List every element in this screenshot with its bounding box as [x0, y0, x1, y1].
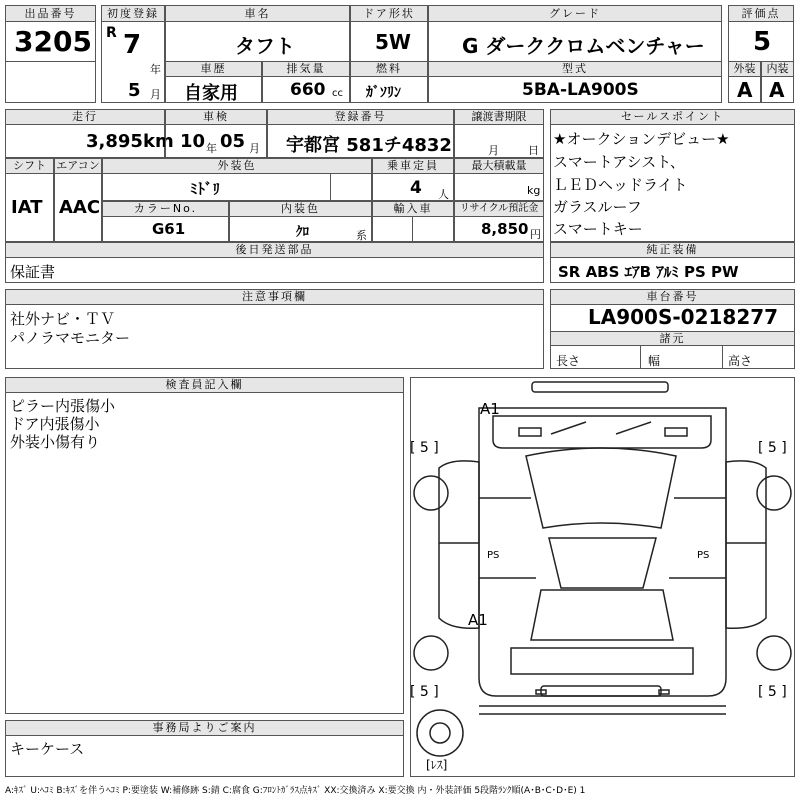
inspection-month-unit: 月: [249, 142, 260, 155]
car-outline: [411, 378, 794, 776]
selling-point-item: ＬＥＤヘッドライト: [553, 176, 688, 194]
dims-box: [550, 345, 795, 369]
color-no-value: G61: [152, 220, 186, 238]
notes-label: 注意事項欄: [5, 289, 544, 305]
later-parts-value: 保証書: [10, 263, 56, 281]
plate-value: 宇都宮 581チ4832: [286, 135, 452, 156]
notes-line: 社外ナビ・ＴＶ: [10, 310, 116, 328]
selling-point-item: スマートキー: [553, 220, 643, 238]
interior-color-value: ｸﾛ: [296, 225, 309, 240]
door-label: ドア形状: [350, 5, 428, 22]
interior-color-label: 内装色: [229, 201, 372, 217]
inspector-label: 検査員記入欄: [5, 377, 404, 393]
displacement-unit: cc: [332, 88, 343, 99]
selling-point-item: スマートアシスト、: [553, 153, 685, 171]
dims-divider: [722, 345, 723, 369]
equipment-label: 純正装備: [550, 242, 795, 258]
transfer-label: 譲渡書期限: [454, 109, 544, 125]
score-label: 評価点: [728, 5, 794, 22]
legend: A:ｷｽﾞ U:ﾍｺﾐ B:ｷｽﾞを伴うﾍｺﾐ P:要塗装 W:補修跡 S:錆 C:腐食 G:ﾌﾛﾝﾄｶﾞﾗｽ点ｷｽﾞ XX:交換済み X:要交換 内・外装評価 5段階ﾗﾝｸ順(A･B･C･D･E) 1: [5, 786, 586, 796]
interior-value: A: [769, 78, 785, 102]
damage-code-top: A1: [480, 400, 500, 418]
car-name: タフト: [235, 34, 295, 58]
equipment-value: SR ABS ｴｱB ｱﾙﾐ PS PW: [558, 263, 739, 281]
month-unit: 月: [150, 88, 161, 101]
inspector-line: 外装小傷有り: [10, 433, 101, 451]
color-no-label: カラーNo.: [102, 201, 229, 217]
door-value: 5W: [375, 30, 411, 54]
lot-lower-box: [5, 61, 96, 103]
month-value: 5: [128, 80, 141, 101]
history-label: 車歴: [165, 61, 262, 77]
shift-value: IAT: [11, 197, 43, 218]
transfer-month-unit: 月: [488, 144, 499, 157]
ac-label: エアコン: [54, 158, 102, 174]
lot-label: 出品番号: [5, 5, 96, 22]
year-unit: 年: [150, 63, 161, 76]
fuel-value: ｶﾞｿﾘﾝ: [366, 85, 401, 101]
chassis-label: 車台番号: [550, 289, 795, 305]
shift-label: シフト: [5, 158, 54, 174]
later-parts-label: 後日発送部品: [5, 242, 544, 258]
mileage-value: 3,895: [86, 131, 143, 152]
first-reg-label: 初度登録: [101, 5, 165, 22]
exterior-value: A: [737, 78, 753, 102]
width-label: 幅: [648, 354, 661, 368]
lot-value: 3205: [14, 25, 92, 58]
notes-line: パノラマモニター: [10, 329, 131, 347]
capacity-label: 乗車定員: [372, 158, 454, 174]
office-value: キーケース: [10, 740, 85, 758]
history-value: 自家用: [184, 83, 238, 104]
tire-score-rear-right: [ 5 ]: [758, 684, 787, 700]
interior-color-unit: 系: [356, 229, 367, 242]
chassis-value: LA900S-0218277: [588, 305, 779, 329]
car-name-label: 車名: [165, 5, 350, 22]
height-label: 高さ: [728, 354, 753, 368]
displacement-label: 排気量: [262, 61, 350, 77]
score-value: 5: [753, 27, 772, 57]
selling-point-item: ガラスルーフ: [553, 198, 642, 216]
car-diagram: [410, 377, 795, 777]
exterior-label: 外装: [728, 61, 761, 77]
import-box: [372, 216, 454, 242]
displacement-value: 660: [290, 80, 326, 100]
capacity-unit: 人: [438, 188, 449, 201]
ac-value: AAC: [59, 197, 101, 218]
dims-divider: [640, 345, 641, 369]
color-label: 外装色: [102, 158, 372, 174]
load-unit: kg: [527, 184, 541, 197]
import-label: 輸入車: [372, 201, 454, 217]
tire-score-rear-left: [ 5 ]: [410, 684, 439, 700]
color-divider: [330, 173, 331, 201]
inspection-label: 車検: [165, 109, 267, 125]
era-value: R: [106, 25, 117, 41]
load-label: 最大積載量: [454, 158, 544, 174]
later-parts-box: [5, 257, 544, 283]
spare-tire-label: [ﾚｽ]: [426, 758, 448, 772]
ps-right-label: PS: [697, 550, 710, 561]
recycle-value: 8,850: [481, 220, 529, 238]
capacity-value: 4: [410, 178, 422, 198]
model-label: 型式: [428, 61, 722, 77]
ps-left-label: PS: [487, 550, 500, 561]
interior-label: 内装: [761, 61, 794, 77]
inspection-year-unit: 年: [206, 142, 217, 155]
mileage-unit: km: [143, 131, 174, 152]
tire-score-front-left: [ 5 ]: [410, 440, 439, 456]
fuel-label: 燃料: [350, 61, 428, 77]
grade-label: グレード: [428, 5, 722, 22]
transfer-day-unit: 日: [528, 144, 539, 157]
import-divider: [412, 216, 413, 242]
grade-value: G ダーククロムベンチャー: [462, 34, 705, 58]
mileage-label: 走行: [5, 109, 165, 125]
dims-label: 諸元: [550, 331, 795, 346]
inspector-line: ドア内張傷小: [10, 415, 100, 433]
recycle-unit: 円: [530, 228, 541, 241]
model-value: 5BA-LA900S: [522, 80, 639, 100]
damage-code-mid: A1: [468, 611, 488, 629]
color-value: ﾐﾄﾞﾘ: [190, 180, 221, 198]
inspection-year: 10: [180, 131, 206, 152]
color-box: [102, 173, 372, 201]
length-label: 長さ: [556, 354, 581, 368]
recycle-label: リサイクル預託金: [454, 201, 544, 217]
tire-score-front-right: [ 5 ]: [758, 440, 787, 456]
inspection-month: 05: [220, 131, 246, 152]
office-label: 事務局よりご案内: [5, 720, 404, 736]
plate-label: 登録番号: [267, 109, 454, 125]
selling-point-item: ★オークションデビュー★: [553, 130, 730, 148]
inspector-line: ピラー内張傷小: [10, 397, 116, 415]
selling-points-label: セールスポイント: [550, 109, 795, 125]
year-value: 7: [123, 30, 142, 60]
